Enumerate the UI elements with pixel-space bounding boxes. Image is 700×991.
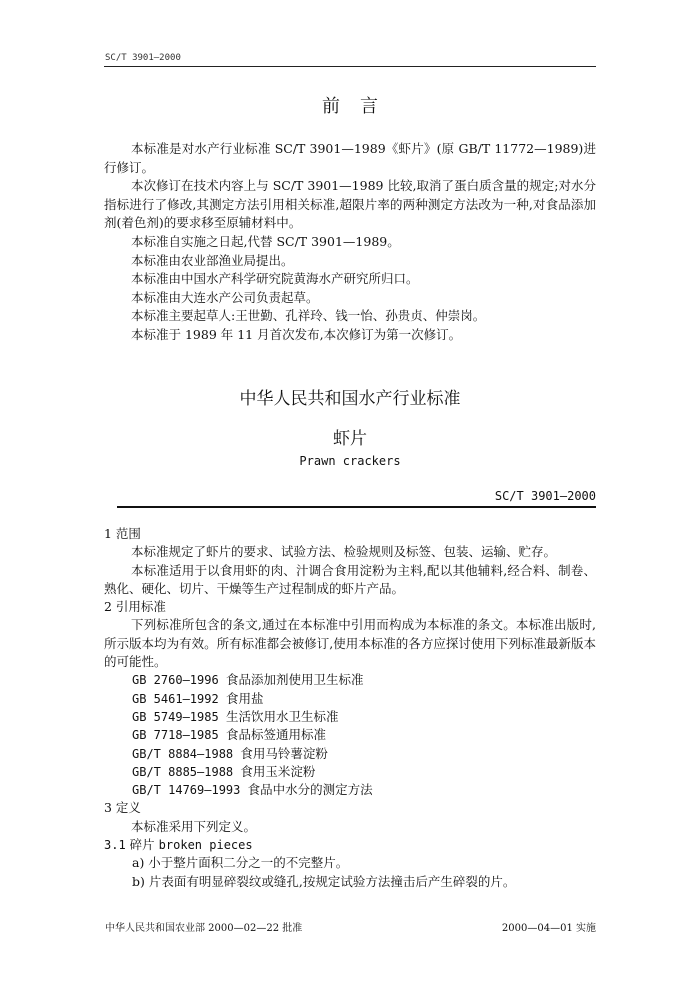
section-heading-scope: 1 范围 bbox=[104, 526, 141, 541]
standard-title: 虾片 bbox=[333, 429, 367, 449]
approval-footer: 中华人民共和国农业部 2000—02—22 批准 bbox=[105, 923, 303, 934]
scope-paragraph: 本标准规定了虾片的要求、试验方法、检验规则及标签、包装、运输、贮存。 bbox=[131, 544, 557, 560]
subsection-heading bbox=[104, 836, 596, 854]
reference-code: GB/T 8884—1988 bbox=[132, 746, 234, 761]
section-heading-definitions: 3 定义 bbox=[104, 800, 141, 816]
reference-code: GB 2760—1996 bbox=[132, 673, 219, 688]
reference-item bbox=[104, 671, 596, 689]
reference-title: 食品添加剂使用卫生标准 bbox=[225, 672, 364, 688]
reference-code: GB 5749—1985 bbox=[132, 709, 219, 724]
header-rule bbox=[104, 66, 596, 67]
reference-title: 食用玉米淀粉 bbox=[240, 763, 316, 779]
preface-paragraph: 本标准由中国水产科学研究院黄海水产研究所归口。 bbox=[131, 271, 419, 287]
subsection-number: 3.1 bbox=[104, 838, 126, 853]
implementation-footer: 2000—04—01 实施 bbox=[501, 923, 596, 934]
subsection-title-zh: 碎片 bbox=[129, 837, 155, 853]
definition-item: a) 小于整片面积二分之一的不完整片。 bbox=[132, 855, 349, 871]
standard-organization: 中华人民共和国水产行业标准 bbox=[239, 389, 461, 409]
standard-rule bbox=[117, 506, 596, 508]
reference-title: 食用马铃薯淀粉 bbox=[240, 745, 328, 761]
reference-code: GB/T 8885—1988 bbox=[132, 764, 234, 779]
reference-code: GB 5461—1992 bbox=[132, 691, 219, 706]
preface-paragraph: 本标准于 1989 年 11 月首次发布,本次修订为第一次修订。 bbox=[131, 326, 462, 342]
document-code-header: SC/T 3901—2000 bbox=[105, 53, 181, 63]
reference-item bbox=[104, 763, 596, 781]
reference-item bbox=[104, 690, 596, 708]
preface-paragraph: 本标准自实施之日起,代替 SC/T 3901—1989。 bbox=[131, 233, 400, 249]
definitions-paragraph: 本标准采用下列定义。 bbox=[131, 818, 257, 834]
reference-title: 食品标签通用标准 bbox=[225, 727, 326, 743]
preface-paragraph: 本标准由农业部渔业局提出。 bbox=[131, 252, 294, 268]
definition-item: b) 片表面有明显碎裂纹或缝孔,按规定试验方法撞击后产生碎裂的片。 bbox=[132, 873, 516, 889]
preface-paragraph: 本次修订在技术内容上与 SC/T 3901—1989 比较,取消了蛋白质含量的规定;对水分指标进行了修改,其测定方法引用相关标准,超限片率的两种测定方法改为一种,对食品添加剂(着色剂)的要求移至原辅材料中。 bbox=[104, 178, 596, 231]
reference-item bbox=[104, 781, 596, 799]
preface-title: 前言 bbox=[322, 96, 398, 117]
subsection-title-en: broken pieces bbox=[158, 838, 253, 853]
reference-code: GB/T 14769—1993 bbox=[132, 783, 241, 798]
reference-item bbox=[104, 745, 596, 763]
reference-code: GB 7718—1985 bbox=[132, 728, 219, 743]
preface-section bbox=[104, 140, 596, 345]
reference-item bbox=[104, 708, 596, 726]
reference-title: 生活饮用水卫生标准 bbox=[225, 708, 339, 724]
standard-body bbox=[104, 525, 596, 891]
section-heading-references: 2 引用标准 bbox=[104, 599, 166, 615]
reference-title: 食用盐 bbox=[225, 690, 264, 706]
standard-title-english: Prawn crackers bbox=[299, 454, 401, 468]
preface-paragraph: 本标准由大连水产公司负责起草。 bbox=[131, 289, 319, 305]
preface-paragraph: 本标准是对水产行业标准 SC/T 3901—1989《虾片》(原 GB/T 11772—1989)进行修订。 bbox=[104, 141, 596, 175]
reference-item bbox=[104, 726, 596, 744]
standard-number: SC/T 3901—2000 bbox=[494, 489, 596, 503]
references-paragraph: 下列标准所包含的条文,通过在本标准中引用而构成为本标准的条文。本标准出版时,所示版本均为有效。所有标准都会被修订,使用本标准的各方应探讨使用下列标准最新版本的可能性。 bbox=[104, 617, 596, 670]
preface-paragraph: 本标准主要起草人:王世勤、孔祥玲、钱一怡、孙贵贞、仲崇岗。 bbox=[131, 308, 486, 324]
reference-title: 食品中水分的测定方法 bbox=[247, 782, 373, 798]
scope-paragraph: 本标准适用于以食用虾的肉、汁调合食用淀粉为主料,配以其他辅料,经合料、制卷、熟化、硬化、切片、干燥等生产过程制成的虾片产品。 bbox=[104, 562, 596, 596]
